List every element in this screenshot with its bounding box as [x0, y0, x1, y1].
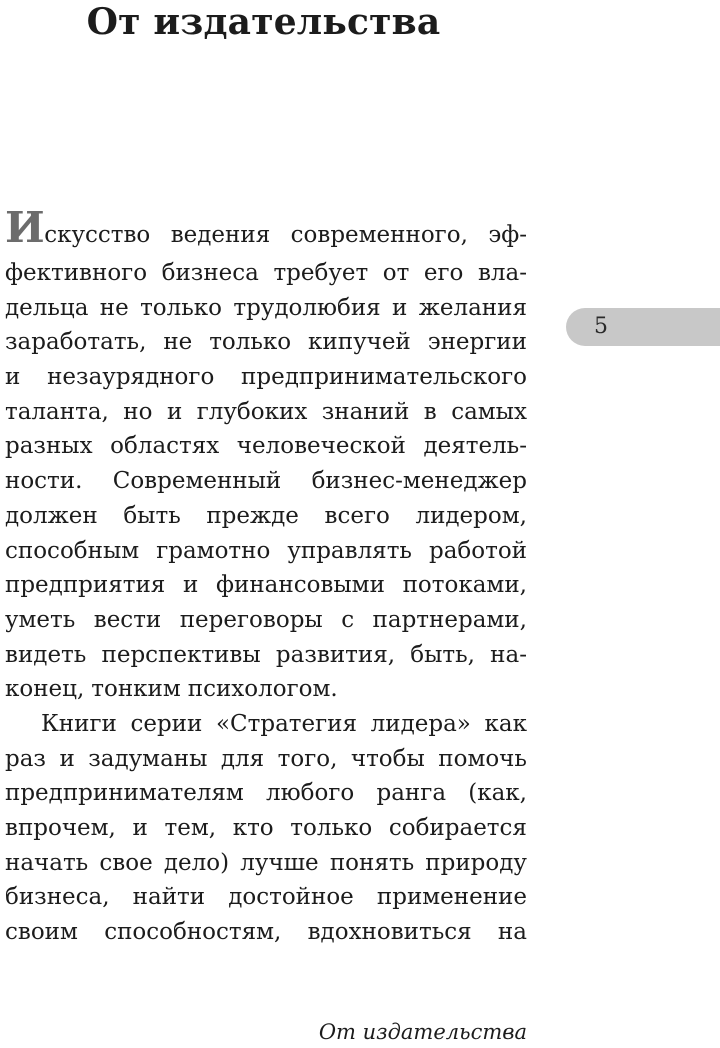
word: понять [329, 849, 415, 876]
word: кто [232, 815, 274, 841]
text-line [5, 464, 527, 499]
word: лучше [240, 849, 319, 876]
word: впрочем, [5, 815, 116, 841]
word: найти [132, 884, 206, 911]
text-line [5, 603, 527, 638]
word: как [484, 710, 527, 737]
text-line [5, 880, 527, 915]
text-line [5, 256, 527, 291]
text-line [5, 672, 527, 707]
page-number-tab [566, 308, 720, 346]
word: работой [428, 537, 527, 564]
text-line [5, 291, 527, 326]
word: серии [130, 710, 203, 737]
word: скусство [44, 222, 151, 248]
word: быть, [410, 641, 475, 668]
text-line [5, 742, 527, 777]
word: глубоких [196, 398, 308, 425]
word: и [59, 745, 75, 772]
word: только [290, 815, 373, 841]
word: Книги [41, 710, 117, 737]
text-line [5, 325, 527, 360]
word: его [423, 260, 464, 286]
word: самых [451, 398, 527, 425]
word: желания [418, 294, 527, 321]
word: от [382, 260, 410, 286]
word: человеческой [236, 433, 406, 460]
word: начать [5, 849, 89, 876]
word: предпринимательского [241, 364, 527, 391]
word: предпринимателям [5, 780, 244, 807]
word: только [140, 294, 222, 321]
word: способным [5, 537, 140, 564]
word: заработать, [5, 329, 147, 356]
page-title: От издательства [86, 1, 441, 43]
word: того, [277, 745, 338, 772]
word: только [209, 329, 292, 356]
word: чтобы [350, 745, 425, 772]
text-line [5, 534, 527, 569]
word: психологом. [187, 676, 338, 703]
text-line [5, 568, 527, 603]
word: помочь [438, 745, 527, 772]
word: кипучей [308, 329, 411, 356]
word: и [5, 364, 21, 391]
word: всего [324, 502, 390, 529]
word: не [163, 329, 193, 356]
word: свое [99, 849, 153, 876]
page-number: 5 [594, 314, 608, 339]
word: применение [376, 884, 527, 911]
word: природу [425, 849, 527, 876]
dropcap-letter: И [5, 203, 45, 252]
word: управлять [287, 537, 412, 564]
word: финансовыми [216, 572, 385, 599]
word: раз [5, 745, 46, 772]
text-line [5, 360, 527, 395]
word: развития, [275, 641, 396, 668]
word: достойное [228, 884, 354, 911]
text-line [5, 846, 527, 881]
word: но [123, 398, 153, 425]
word: разных [5, 433, 93, 460]
word: способностям, [104, 919, 282, 946]
word: в [423, 398, 437, 425]
word: быть [123, 502, 181, 529]
word: для [220, 745, 265, 772]
word: перспективы [101, 641, 261, 668]
word: ранга [376, 780, 447, 807]
word: ведения [170, 222, 271, 248]
text-line [5, 915, 527, 950]
text-line [5, 707, 527, 742]
word: ности. [5, 468, 83, 495]
word: бизнес-менеджер [311, 468, 527, 495]
word: и [166, 398, 183, 425]
word: незаурядного [47, 364, 215, 391]
word: не [99, 294, 129, 321]
text-line [5, 429, 527, 464]
text-line [5, 811, 527, 846]
word: дело) [163, 849, 230, 876]
dropcap-word [5, 203, 151, 256]
word: с [341, 606, 355, 633]
word: (как, [468, 780, 527, 807]
word: и [182, 572, 199, 599]
body-text [5, 203, 527, 950]
word: лидера» [370, 710, 471, 737]
word: грамотно [156, 537, 271, 564]
word: переговоры [179, 606, 323, 633]
word: областях [110, 433, 220, 460]
word: конец, [5, 676, 85, 703]
word: вла- [477, 260, 527, 286]
text-line [5, 776, 527, 811]
word: уметь [5, 606, 76, 633]
word: энергии [427, 329, 527, 356]
word: вести [93, 606, 162, 633]
word: задуманы [88, 745, 208, 772]
word: и [132, 815, 148, 841]
word: «Стратегия [215, 710, 358, 737]
text-line [5, 638, 527, 673]
word: бизнеса, [5, 884, 110, 911]
word: вдохновиться [307, 919, 472, 946]
word: тонким [91, 676, 181, 703]
word: требует [273, 260, 369, 286]
word: партнерами, [372, 606, 527, 633]
running-footer: От издательства [318, 1020, 527, 1044]
word: любого [266, 780, 355, 807]
word: эф- [488, 222, 527, 248]
word: фективного [5, 260, 148, 286]
word: тем, [164, 815, 217, 841]
word: на [497, 919, 527, 946]
word: Современный [112, 468, 282, 495]
text-line [5, 395, 527, 430]
word: таланта, [5, 398, 109, 425]
word: бизнеса [161, 260, 259, 286]
word: современного, [290, 222, 468, 248]
word: на- [490, 641, 527, 668]
word: предприятия [5, 572, 166, 599]
word: знаний [321, 398, 410, 425]
word: деятель- [423, 433, 527, 460]
word: трудолюбия [233, 294, 381, 321]
word: лидером, [415, 502, 527, 529]
word: своим [5, 919, 78, 946]
text-line [5, 499, 527, 534]
word: и [392, 294, 408, 321]
word: потоками, [402, 572, 527, 599]
text-line [5, 203, 527, 256]
word: собирается [388, 815, 527, 841]
word: должен [5, 502, 98, 529]
word: дельца [5, 294, 89, 321]
word: видеть [5, 641, 87, 668]
word: прежде [206, 502, 299, 529]
